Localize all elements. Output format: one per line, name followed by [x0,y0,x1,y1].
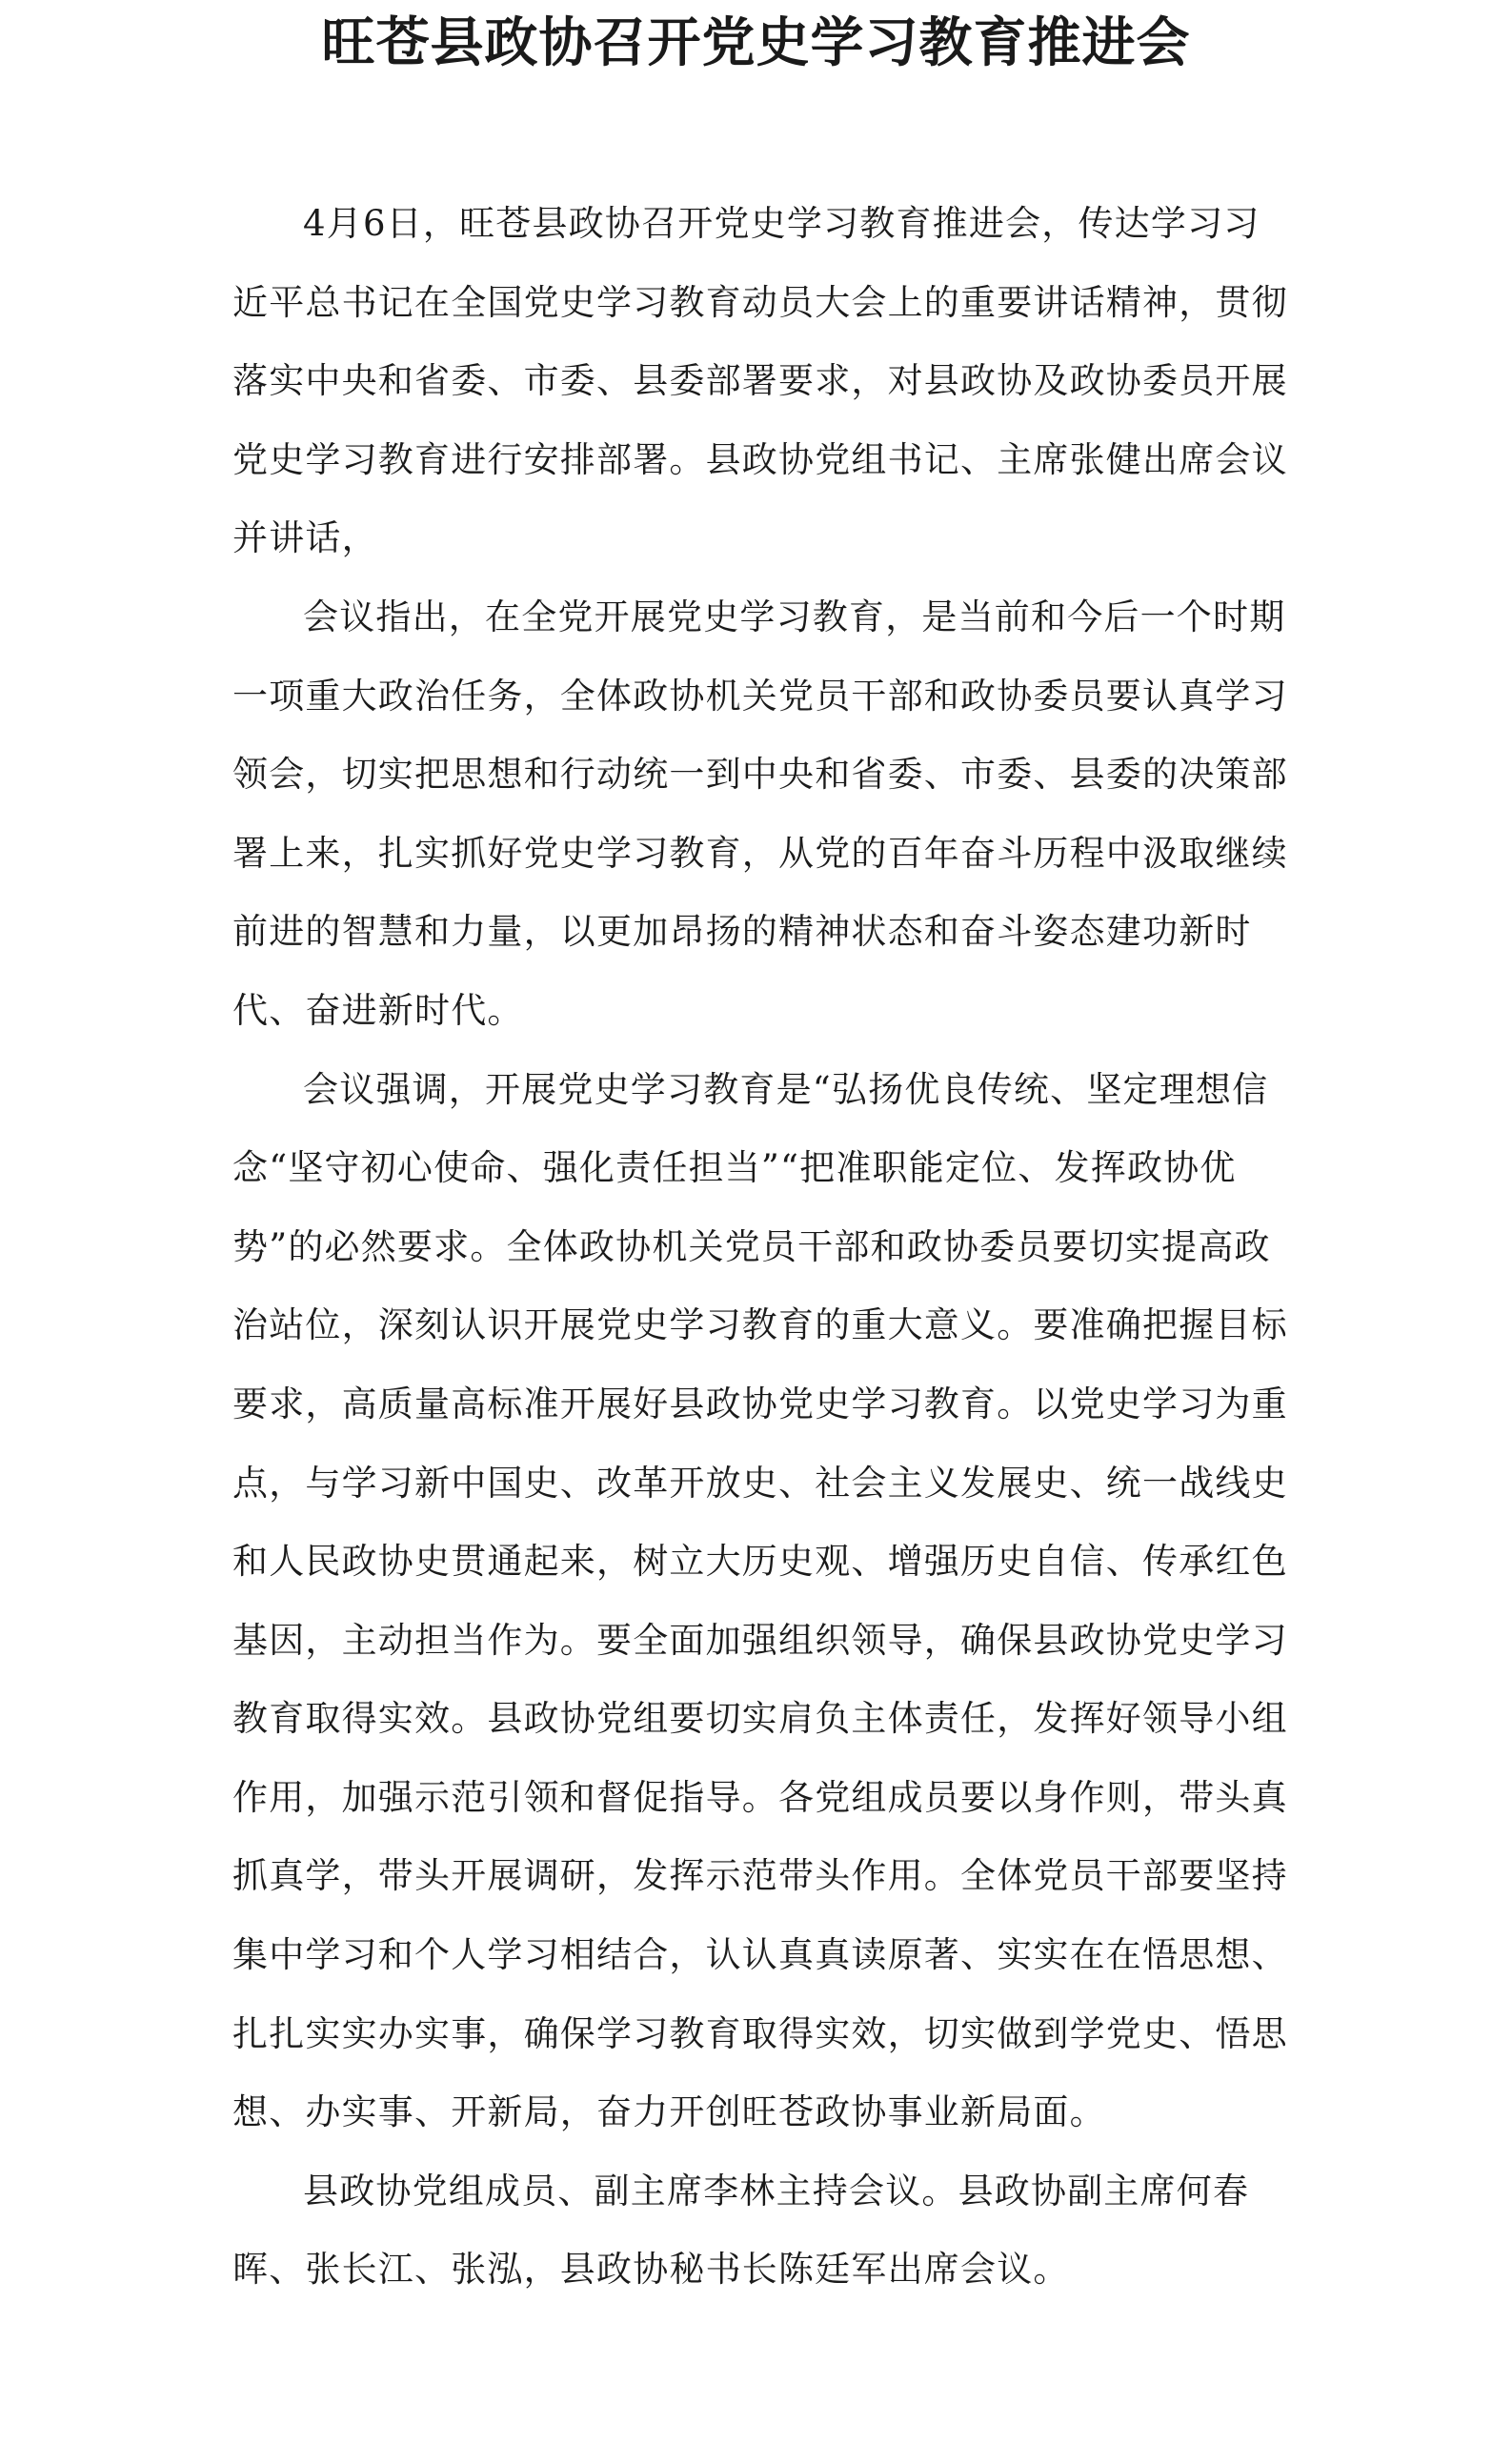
paragraph-1: 4月6日，旺苍县政协召开党史学习教育推进会，传达学习习近平总书记在全国党史学习教育动员大会上的重要讲话精神，贯彻落实中央和省委、市委、县委部署要求，对县政协及政协委员开展党史学习教育进行安排部署。县政协党组书记、主席张健出席会议并讲话， [232,203,1288,559]
paragraph-3: 会议强调，开展党史学习教育是“弘扬优良传统、坚定理想信念“坚守初心使命、强化责任担当”“把准职能定位、发挥政协优势”的必然要求。全体政协机关党员干部和政协委员要切实提高政治站位，深刻认识开展党史学习教育的重大意义。要准确把握目标要求，高质量高标准开展好县政协党史学习教育。以党史学习为重点，与学习新中国史、改革开放史、社会主义发展史、统一战线史和人民政协史贯通起来，树立大历史观、增强历史自信、传承红色基因，主动担当作为。要全面加强组织领导，确保县政协党史学习教育取得实效。县政协党组要切实肩负主体责任，发挥好领导小组作用，加强示范引领和督促指导。各党组成员要以身作则，带头真抓真学，带头开展调研，发挥示范带头作用。全体党员干部要坚持集中学习和个人学习相结合，认认真真读原著、实实在在悟思想、扎扎实实办实事，确保学习教育取得实效，切实做到学党史、悟思想、办实事、开新局，奋力开创旺苍政协事业新局面。 [232,1068,1288,2133]
paragraph-4: 县政协党组成员、副主席李林主持会议。县政协副主席何春晖、张长江、张泓，县政协秘书长陈廷军出席会议。 [232,2170,1250,2291]
paragraph-2: 会议指出，在全党开展党史学习教育，是当前和今后一个时期一项重大政治任务，全体政协机关党员干部和政协委员要认真学习领会，切实把思想和行动统一到中央和省委、市委、县委的决策部署上来，扎实抓好党史学习教育，从党的百年奋斗历程中汲取继续前进的智慧和力量，以更加昂扬的精神状态和奋斗姿态建功新时代、奋进新时代。 [232,596,1288,1031]
article-title: 旺苍县政协召开党史学习教育推进会 [321,11,1191,74]
article-body [232,185,1288,2310]
